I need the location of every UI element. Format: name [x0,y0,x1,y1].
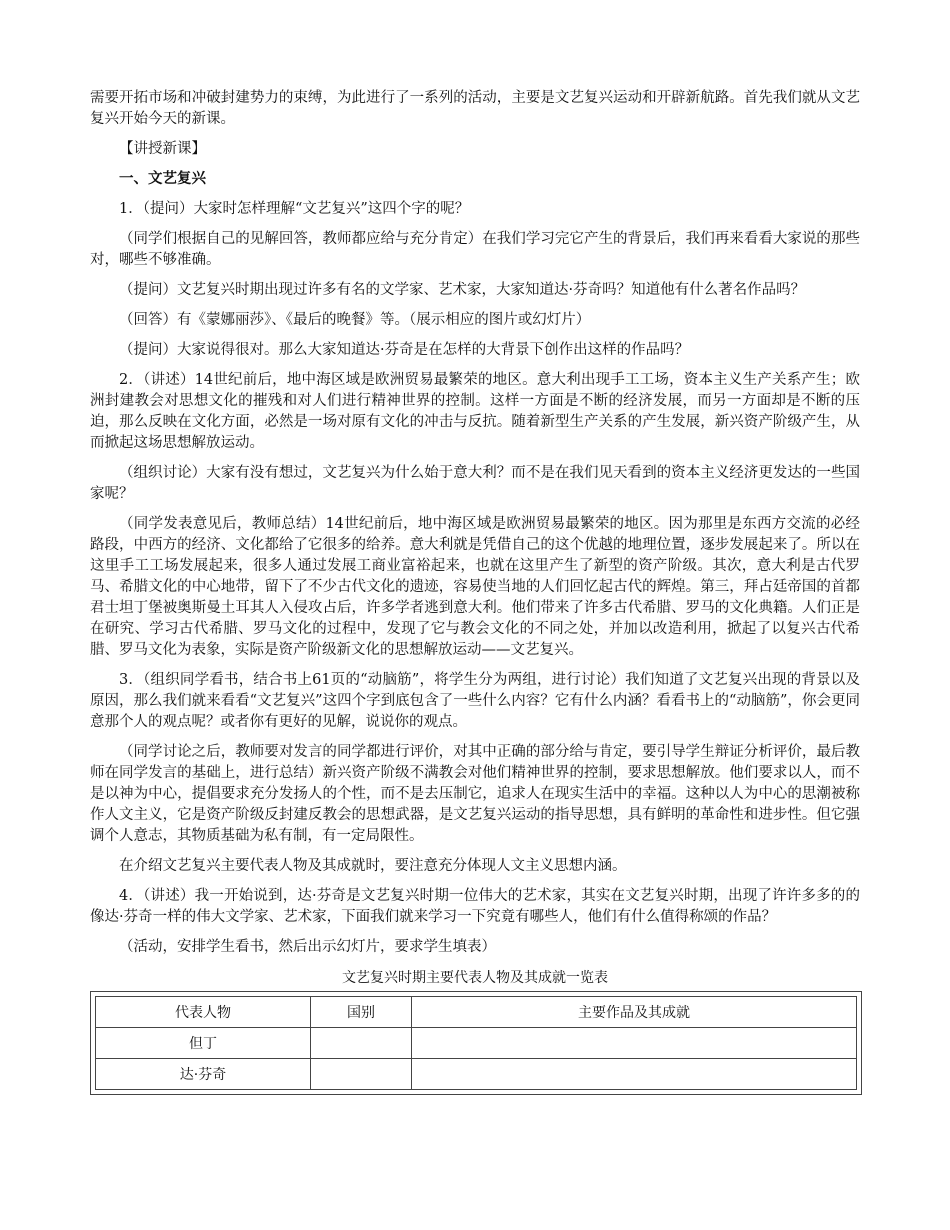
paragraph-5: （提问）大家说得很对。那么大家知道达·芬奇是在怎样的大背景下创作出这样的作品吗？ [119,342,690,358]
table-row [96,1028,857,1059]
table-row [96,1059,857,1090]
table-cell [311,1059,412,1090]
table-cell [412,1059,857,1090]
paragraph-7: （组织讨论）大家有没有想过，文艺复兴为什么始于意大利？而不是在我们见天看到的资本主义经济更发达的一些国家呢？ [90,465,860,502]
paragraph-6: 2．（讲述）14世纪前后，地中海区域是欧洲贸易最繁荣的地区。意大利出现手工工场，资本主义生产关系产生；欧洲封建教会对思想文化的摧残和对人们进行精神世界的控制。这样一方面是不断的经济发展，而另一方面却是不断的压迫，那么反映在文化方面，必然是一场对原有文化的冲击与反抗。随着新型生产关系的产生发展，新兴资产阶级产生，从而掀起这场思想解放运动。 [90,372,860,451]
document-page [90,88,860,1095]
section-label: 【讲授新课】 [119,141,206,157]
paragraph-11: 在介绍文艺复兴主要代表人物及其成就时，要注意充分体现人文主义思想内涵。 [119,858,627,874]
paragraph-13: （活动，安排学生看书，然后出示幻灯片，要求学生填表） [119,939,496,955]
table-cell: 达·芬奇 [96,1059,311,1090]
figures-table [95,996,857,1090]
paragraph-3: （提问）文艺复兴时期出现过许多有名的文学家、艺术家，大家知道达·芬奇吗？知道他有什么著名作品吗？ [119,282,806,298]
intro-paragraph: 需要开拓市场和冲破封建势力的束缚，为此进行了一系列的活动，主要是文艺复兴运动和开辟新航路。首先我们就从文艺复兴开始今天的新课。 [90,90,860,127]
paragraph-1: 1．（提问）大家时怎样理解“文艺复兴”这四个字的呢？ [119,201,470,217]
paragraph-8: （同学发表意见后，教师总结）14世纪前后，地中海区域是欧洲贸易最繁荣的地区。因为那里是东西方交流的必经路段，中西方的经济、文化都给了它很多的给养。意大利就是凭借自己的这个优越的地理位置，逐步发展起来了。所以在这里手工工场发展起来，很多人通过发展工商业富裕起来，也就在这里产生了新型的资产阶级。其次，意大利是古代罗马、希腊文化的中心地带，留下了不少古代文化的遗迹，容易使当地的人们回忆起古代的辉煌。第三，拜占廷帝国的首都君士坦丁堡被奥斯曼土耳其人入侵攻占后，许多学者逃到意大利。他们带来了许多古代希腊、罗马的文化典籍。人们正是在研究、学习古代希腊、罗马文化的过程中，发现了它与教会文化的不同之处，并加以改造利用，掀起了以复兴古代希腊、罗马文化为表象，实际是资产阶级新文化的思想解放运动——文艺复兴。 [90,516,860,658]
heading-renaissance: 一、文艺复兴 [119,171,206,187]
header-figure: 代表人物 [96,997,311,1028]
table-cell [412,1028,857,1059]
table-cell: 但丁 [96,1028,311,1059]
header-works: 主要作品及其成就 [412,997,857,1028]
paragraph-10: （同学讨论之后，教师要对发言的同学都进行评价，对其中正确的部分给与肯定，要引导学生辩证分析评价，最后教师在同学发言的基础上，进行总结）新兴资产阶级不满教会对他们精神世界的控制，要求思想解放。他们要求以人，而不是以神为中心，提倡要求充分发扬人的个性，而不是去压制它，追求人在现实生活中的幸福。这种以人为中心的思潮被称作人文主义，它是资产阶级反封建反教会的思想武器，是文艺复兴运动的指导思想，具有鲜明的革命性和进步性。但它强调个人意志，其物质基础为私有制，有一定局限性。 [90,744,860,844]
table-header-row [96,997,857,1028]
table-frame [90,991,862,1095]
table-cell [311,1028,412,1059]
paragraph-9: 3．（组织同学看书，结合书上61页的“动脑筋”，将学生分为两组，进行讨论）我们知道了文艺复兴出现的背景以及原因，那么我们就来看看“文艺复兴”这四个字到底包含了一些什么内容？它有什么内涵？看看书上的“动脑筋”，你会更同意那个人的观点呢？或者你有更好的见解，说说你的观点。 [90,672,860,730]
paragraph-4: （回答）有《蒙娜丽莎》、《最后的晚餐》等。（展示相应的图片或幻灯片） [119,312,591,328]
header-country: 国别 [311,997,412,1028]
paragraph-12: 4．（讲述）我一开始说到，达·芬奇是文艺复兴时期一位伟大的艺术家，其实在文艺复兴时期，出现了许许多多的的像达·芬奇一样的伟大文学家、艺术家，下面我们就来学习一下究竟有哪些人，他们有什么值得称颂的作品？ [90,888,860,925]
table-title: 文艺复兴时期主要代表人物及其成就一览表 [342,970,608,986]
paragraph-2: （同学们根据自己的见解回答，教师都应给与充分肯定）在我们学习完它产生的背景后，我们再来看看大家说的那些对，哪些不够准确。 [90,231,860,268]
